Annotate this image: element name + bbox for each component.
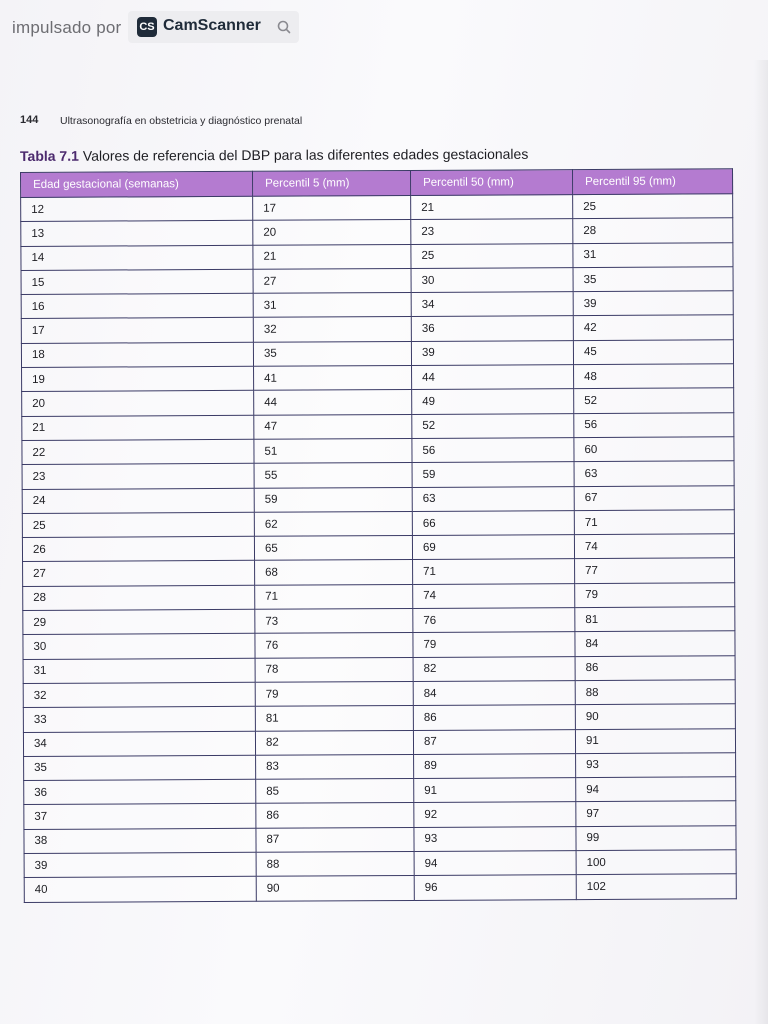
cell-p5: 82 bbox=[255, 730, 413, 755]
cell-p50: 63 bbox=[412, 486, 574, 511]
table-row bbox=[22, 461, 734, 489]
cell-p5: 35 bbox=[253, 341, 411, 366]
cell-p5: 44 bbox=[254, 390, 412, 415]
cell-p5: 27 bbox=[253, 268, 411, 293]
cell-p50: 89 bbox=[414, 753, 576, 778]
table-row bbox=[23, 728, 735, 756]
cell-p95: 71 bbox=[574, 510, 734, 535]
cell-p95: 90 bbox=[575, 704, 735, 729]
table-caption-text: Valores de referencia del DBP para las diferentes edades gestacionales bbox=[82, 145, 529, 164]
table-row bbox=[21, 194, 733, 222]
cell-p95: 31 bbox=[573, 242, 733, 267]
cell-p95: 42 bbox=[573, 315, 733, 340]
cell-p95: 79 bbox=[575, 583, 735, 608]
reference-table-container bbox=[20, 168, 736, 902]
cell-p95: 77 bbox=[575, 558, 735, 583]
cell-p5: 79 bbox=[255, 681, 413, 706]
cell-gestational-age: 12 bbox=[21, 196, 253, 222]
cell-gestational-age: 31 bbox=[23, 658, 255, 684]
table-row bbox=[23, 583, 735, 611]
cell-p95: 39 bbox=[573, 291, 733, 316]
cell-p50: 82 bbox=[413, 656, 575, 681]
cell-p95: 56 bbox=[574, 412, 734, 437]
cell-p50: 36 bbox=[411, 316, 573, 341]
cell-p95: 99 bbox=[576, 825, 736, 850]
table-row bbox=[24, 777, 736, 805]
cell-gestational-age: 13 bbox=[21, 221, 253, 247]
table-row bbox=[22, 485, 734, 513]
cell-p50: 74 bbox=[413, 583, 575, 608]
cell-p50: 56 bbox=[412, 438, 574, 463]
cell-gestational-age: 35 bbox=[24, 755, 256, 781]
cell-p5: 20 bbox=[253, 220, 411, 245]
cell-p5: 90 bbox=[256, 876, 414, 901]
cell-p50: 30 bbox=[411, 267, 573, 292]
table-row bbox=[22, 437, 734, 465]
cell-p50: 71 bbox=[413, 559, 575, 584]
cell-p50: 87 bbox=[413, 729, 575, 754]
cell-p5: 62 bbox=[254, 511, 412, 536]
cell-p95: 52 bbox=[574, 388, 734, 413]
table-row bbox=[21, 340, 733, 368]
cell-p95: 25 bbox=[573, 194, 733, 219]
cell-p5: 32 bbox=[253, 317, 411, 342]
cell-gestational-age: 21 bbox=[22, 415, 254, 441]
column-header-p95: Percentil 95 (mm) bbox=[572, 169, 732, 195]
page-spine-shadow bbox=[754, 60, 768, 1024]
cell-gestational-age: 33 bbox=[23, 707, 255, 733]
dbp-reference-table bbox=[20, 168, 737, 902]
table-row bbox=[23, 655, 735, 683]
cell-gestational-age: 39 bbox=[24, 852, 256, 878]
cell-p50: 39 bbox=[411, 340, 573, 365]
cell-p50: 52 bbox=[412, 413, 574, 438]
cell-gestational-age: 34 bbox=[23, 731, 255, 757]
cell-gestational-age: 17 bbox=[21, 318, 253, 344]
cell-p5: 47 bbox=[254, 414, 412, 439]
table-row bbox=[22, 534, 734, 562]
cell-p50: 86 bbox=[413, 705, 575, 730]
cell-p5: 41 bbox=[254, 366, 412, 391]
cell-p95: 86 bbox=[575, 655, 735, 680]
table-row bbox=[23, 680, 735, 708]
cell-gestational-age: 28 bbox=[23, 585, 255, 611]
cell-p5: 68 bbox=[255, 560, 413, 585]
cell-p95: 74 bbox=[574, 534, 734, 559]
table-row bbox=[23, 607, 735, 635]
table-caption-label: Tabla 7.1 bbox=[19, 147, 79, 164]
cell-p5: 71 bbox=[255, 584, 413, 609]
table-row bbox=[21, 315, 733, 343]
watermark-prefix: impulsado por bbox=[12, 18, 122, 37]
cell-p5: 87 bbox=[256, 827, 414, 852]
cell-gestational-age: 26 bbox=[22, 536, 254, 562]
page-number: 144 bbox=[20, 114, 39, 126]
table-caption bbox=[20, 146, 528, 164]
cell-p50: 84 bbox=[413, 681, 575, 706]
table-row bbox=[23, 558, 735, 586]
camscanner-logo-icon: CS bbox=[137, 17, 157, 37]
cell-p50: 69 bbox=[412, 535, 574, 560]
cell-gestational-age: 40 bbox=[24, 877, 256, 903]
cell-p5: 85 bbox=[256, 779, 414, 804]
cell-gestational-age: 29 bbox=[23, 609, 255, 635]
cell-p5: 83 bbox=[256, 754, 414, 779]
cell-p95: 102 bbox=[576, 874, 736, 899]
cell-p50: 59 bbox=[412, 462, 574, 487]
cell-p95: 84 bbox=[575, 631, 735, 656]
cell-p5: 73 bbox=[255, 608, 413, 633]
table-row bbox=[21, 242, 733, 270]
cell-gestational-age: 27 bbox=[23, 561, 255, 587]
cell-gestational-age: 18 bbox=[21, 342, 253, 368]
cell-p50: 25 bbox=[411, 243, 573, 268]
cell-p95: 60 bbox=[574, 437, 734, 462]
cell-p50: 91 bbox=[414, 778, 576, 803]
cell-gestational-age: 23 bbox=[22, 464, 254, 490]
cell-p5: 55 bbox=[254, 463, 412, 488]
table-row bbox=[21, 267, 733, 295]
cell-p50: 66 bbox=[412, 510, 574, 535]
cell-p50: 23 bbox=[411, 219, 573, 244]
cell-p50: 92 bbox=[414, 802, 576, 827]
cell-p50: 44 bbox=[412, 365, 574, 390]
cell-p5: 86 bbox=[256, 803, 414, 828]
table-row bbox=[24, 753, 736, 781]
table-row bbox=[21, 218, 733, 246]
cell-p95: 97 bbox=[576, 801, 736, 826]
cell-p95: 100 bbox=[576, 850, 736, 875]
cell-gestational-age: 19 bbox=[22, 366, 254, 392]
cell-p95: 67 bbox=[574, 485, 734, 510]
cell-p5: 76 bbox=[255, 633, 413, 658]
cell-p95: 45 bbox=[573, 340, 733, 365]
table-row bbox=[22, 364, 734, 392]
search-icon bbox=[276, 19, 292, 35]
cell-p50: 76 bbox=[413, 608, 575, 633]
cell-p95: 35 bbox=[573, 267, 733, 292]
table-row bbox=[22, 412, 734, 440]
cell-p5: 31 bbox=[253, 293, 411, 318]
cell-p5: 17 bbox=[253, 195, 411, 220]
column-header-gestational-age: Edad gestacional (semanas) bbox=[21, 171, 253, 197]
cell-p95: 93 bbox=[576, 753, 736, 778]
cell-p5: 65 bbox=[254, 536, 412, 561]
table-row bbox=[24, 850, 736, 878]
cell-gestational-age: 32 bbox=[23, 682, 255, 708]
cell-p50: 79 bbox=[413, 632, 575, 657]
cell-p5: 88 bbox=[256, 851, 414, 876]
cell-gestational-age: 22 bbox=[22, 439, 254, 465]
cell-gestational-age: 36 bbox=[24, 779, 256, 805]
cell-p5: 81 bbox=[255, 706, 413, 731]
cell-p95: 48 bbox=[574, 364, 734, 389]
table-row bbox=[24, 801, 736, 829]
camscanner-badge[interactable] bbox=[128, 11, 299, 43]
cell-p50: 34 bbox=[411, 292, 573, 317]
cell-gestational-age: 37 bbox=[24, 804, 256, 830]
table-row bbox=[21, 291, 733, 319]
cell-p50: 96 bbox=[414, 875, 576, 900]
cell-p95: 28 bbox=[573, 218, 733, 243]
cell-p50: 49 bbox=[412, 389, 574, 414]
table-row bbox=[24, 874, 736, 902]
cell-p95: 91 bbox=[575, 728, 735, 753]
cell-p95: 88 bbox=[575, 680, 735, 705]
cell-gestational-age: 38 bbox=[24, 828, 256, 854]
table-header-row bbox=[21, 169, 733, 198]
cell-gestational-age: 20 bbox=[22, 391, 254, 417]
cell-p5: 59 bbox=[254, 487, 412, 512]
cell-p50: 94 bbox=[414, 851, 576, 876]
column-header-p5: Percentil 5 (mm) bbox=[252, 170, 410, 196]
cell-p5: 78 bbox=[255, 657, 413, 682]
column-header-p50: Percentil 50 (mm) bbox=[410, 170, 572, 196]
table-row bbox=[24, 825, 736, 853]
cell-gestational-age: 14 bbox=[21, 245, 253, 271]
cell-p95: 81 bbox=[575, 607, 735, 632]
camscanner-brand: CamScanner bbox=[163, 17, 261, 34]
cell-p5: 51 bbox=[254, 438, 412, 463]
cell-p95: 63 bbox=[574, 461, 734, 486]
table-row bbox=[22, 388, 734, 416]
table-row bbox=[23, 704, 735, 732]
cell-gestational-age: 30 bbox=[23, 634, 255, 660]
cell-gestational-age: 15 bbox=[21, 269, 253, 295]
running-header: Ultrasonografía en obstetricia y diagnóstico prenatal bbox=[60, 115, 303, 127]
table-row bbox=[23, 631, 735, 659]
cell-p95: 94 bbox=[576, 777, 736, 802]
cell-gestational-age: 16 bbox=[21, 293, 253, 319]
cell-p50: 93 bbox=[414, 826, 576, 851]
cell-gestational-age: 25 bbox=[22, 512, 254, 538]
table-row bbox=[22, 510, 734, 538]
cell-p5: 21 bbox=[253, 244, 411, 269]
cell-p50: 21 bbox=[411, 195, 573, 220]
cell-gestational-age: 24 bbox=[22, 488, 254, 514]
